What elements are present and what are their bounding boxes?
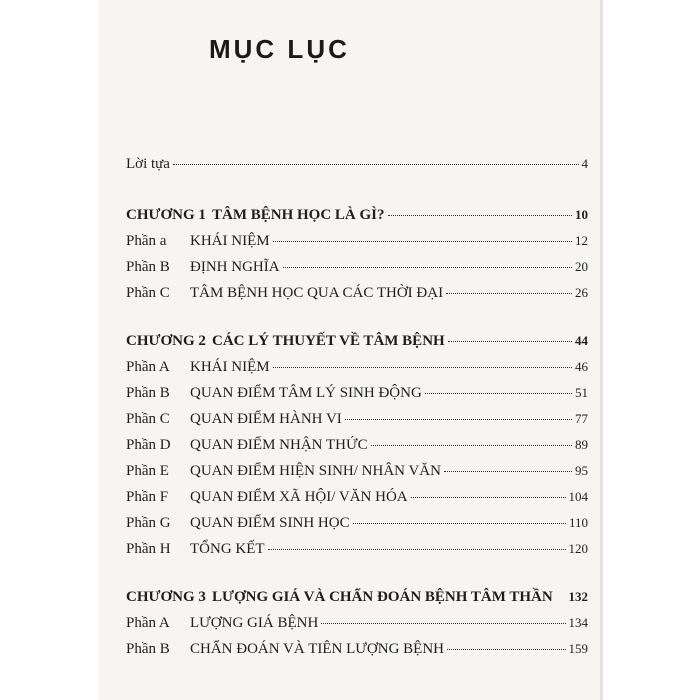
toc-page-number: 134 — [568, 615, 588, 630]
chapter-label: CHƯƠNG 3 — [126, 589, 206, 605]
part-title: TÂM BỆNH HỌC QUA CÁC THỜI ĐẠI — [190, 285, 444, 301]
part-label: Phần F — [126, 489, 169, 505]
part-title: QUAN ĐIỂM SINH HỌC — [190, 515, 350, 531]
toc-row-part — [126, 233, 588, 255]
toc-row-part — [126, 541, 588, 563]
toc-page-number: 51 — [575, 385, 588, 400]
page-edge — [600, 0, 603, 700]
toc-row-part — [126, 489, 588, 511]
toc-page-number: 120 — [568, 541, 588, 556]
part-title: TỔNG KẾT — [190, 541, 265, 557]
dot-leader — [273, 241, 572, 242]
dot-leader — [353, 523, 566, 524]
toc-page-number: 26 — [575, 285, 588, 300]
toc-row-part — [126, 285, 588, 307]
toc-row-part — [126, 259, 588, 281]
toc-page-number: 44 — [575, 333, 588, 348]
part-title: QUAN ĐIỂM HÀNH VI — [190, 411, 342, 427]
toc-page-number: 132 — [568, 589, 588, 604]
toc-row-preface — [126, 156, 588, 178]
toc-row-part — [126, 359, 588, 381]
toc-page-number: 46 — [575, 359, 588, 374]
dot-leader — [425, 393, 572, 394]
dot-leader — [411, 497, 566, 498]
part-label: Phần B — [126, 385, 170, 401]
dot-leader — [283, 267, 572, 268]
part-title: KHÁI NIỆM — [190, 359, 270, 375]
toc-row-chapter — [126, 333, 588, 355]
dot-leader — [447, 649, 566, 650]
toc-row-part — [126, 615, 588, 637]
dot-leader — [388, 215, 572, 216]
part-title: ĐỊNH NGHĨA — [190, 259, 280, 275]
toc-page-number: 20 — [575, 259, 588, 274]
dot-leader — [268, 549, 566, 550]
part-title: LƯỢNG GIÁ BỆNH — [190, 615, 319, 631]
part-label: Phần H — [126, 541, 171, 557]
part-label: Phần A — [126, 615, 170, 631]
toc-row-part — [126, 641, 588, 663]
toc-page-number: 104 — [568, 489, 588, 504]
part-title: QUAN ĐIỂM XÃ HỘI/ VĂN HÓA — [190, 489, 408, 505]
chapter-title: LƯỢNG GIÁ VÀ CHẨN ĐOÁN BỆNH TÂM THẦN — [212, 589, 553, 605]
part-title: QUAN ĐIỂM HIỆN SINH/ NHÂN VĂN — [190, 463, 441, 479]
toc-page-number: 4 — [581, 156, 588, 171]
part-label: Phần A — [126, 359, 170, 375]
toc-label: Lời tựa — [126, 156, 170, 172]
dot-leader — [345, 419, 572, 420]
toc-row-part — [126, 437, 588, 459]
dot-leader — [321, 623, 565, 624]
part-label: Phần C — [126, 411, 170, 427]
toc-page-number: 89 — [575, 437, 588, 452]
toc-page-number: 95 — [575, 463, 588, 478]
dot-leader — [444, 471, 572, 472]
toc-row-chapter — [126, 207, 588, 229]
toc-page-number: 77 — [575, 411, 588, 426]
part-label: Phần C — [126, 285, 170, 301]
dot-leader — [448, 341, 572, 342]
dot-leader — [371, 445, 572, 446]
chapter-label: CHƯƠNG 1 — [126, 207, 206, 223]
part-label: Phần a — [126, 233, 167, 249]
part-title: QUAN ĐIỂM NHẬN THỨC — [190, 437, 368, 453]
toc-row-part — [126, 411, 588, 433]
toc-row-part — [126, 385, 588, 407]
part-label: Phần B — [126, 641, 170, 657]
dot-leader — [173, 164, 579, 165]
toc-row-part — [126, 515, 588, 537]
toc-page-number: 10 — [575, 207, 588, 222]
toc-page-number: 12 — [575, 233, 588, 248]
toc-row-chapter — [126, 589, 588, 611]
dot-leader — [273, 367, 572, 368]
part-title: CHẨN ĐOÁN VÀ TIÊN LƯỢNG BỆNH — [190, 641, 444, 657]
part-label: Phần B — [126, 259, 170, 275]
part-label: Phần E — [126, 463, 169, 479]
chapter-label: CHƯƠNG 2 — [126, 333, 206, 349]
part-label: Phần G — [126, 515, 171, 531]
page-title: MỤC LỤC — [201, 32, 358, 67]
toc-page-number: 110 — [568, 515, 588, 530]
chapter-title: CÁC LÝ THUYẾT VỀ TÂM BỆNH — [212, 333, 445, 349]
toc-row-part — [126, 463, 588, 485]
toc-page-number: 159 — [568, 641, 588, 656]
dot-leader — [446, 293, 572, 294]
chapter-title: TÂM BỆNH HỌC LÀ GÌ? — [212, 207, 385, 223]
part-label: Phần D — [126, 437, 171, 453]
part-title: QUAN ĐIỂM TÂM LÝ SINH ĐỘNG — [190, 385, 422, 401]
book-page — [98, 0, 603, 700]
part-title: KHÁI NIỆM — [190, 233, 270, 249]
